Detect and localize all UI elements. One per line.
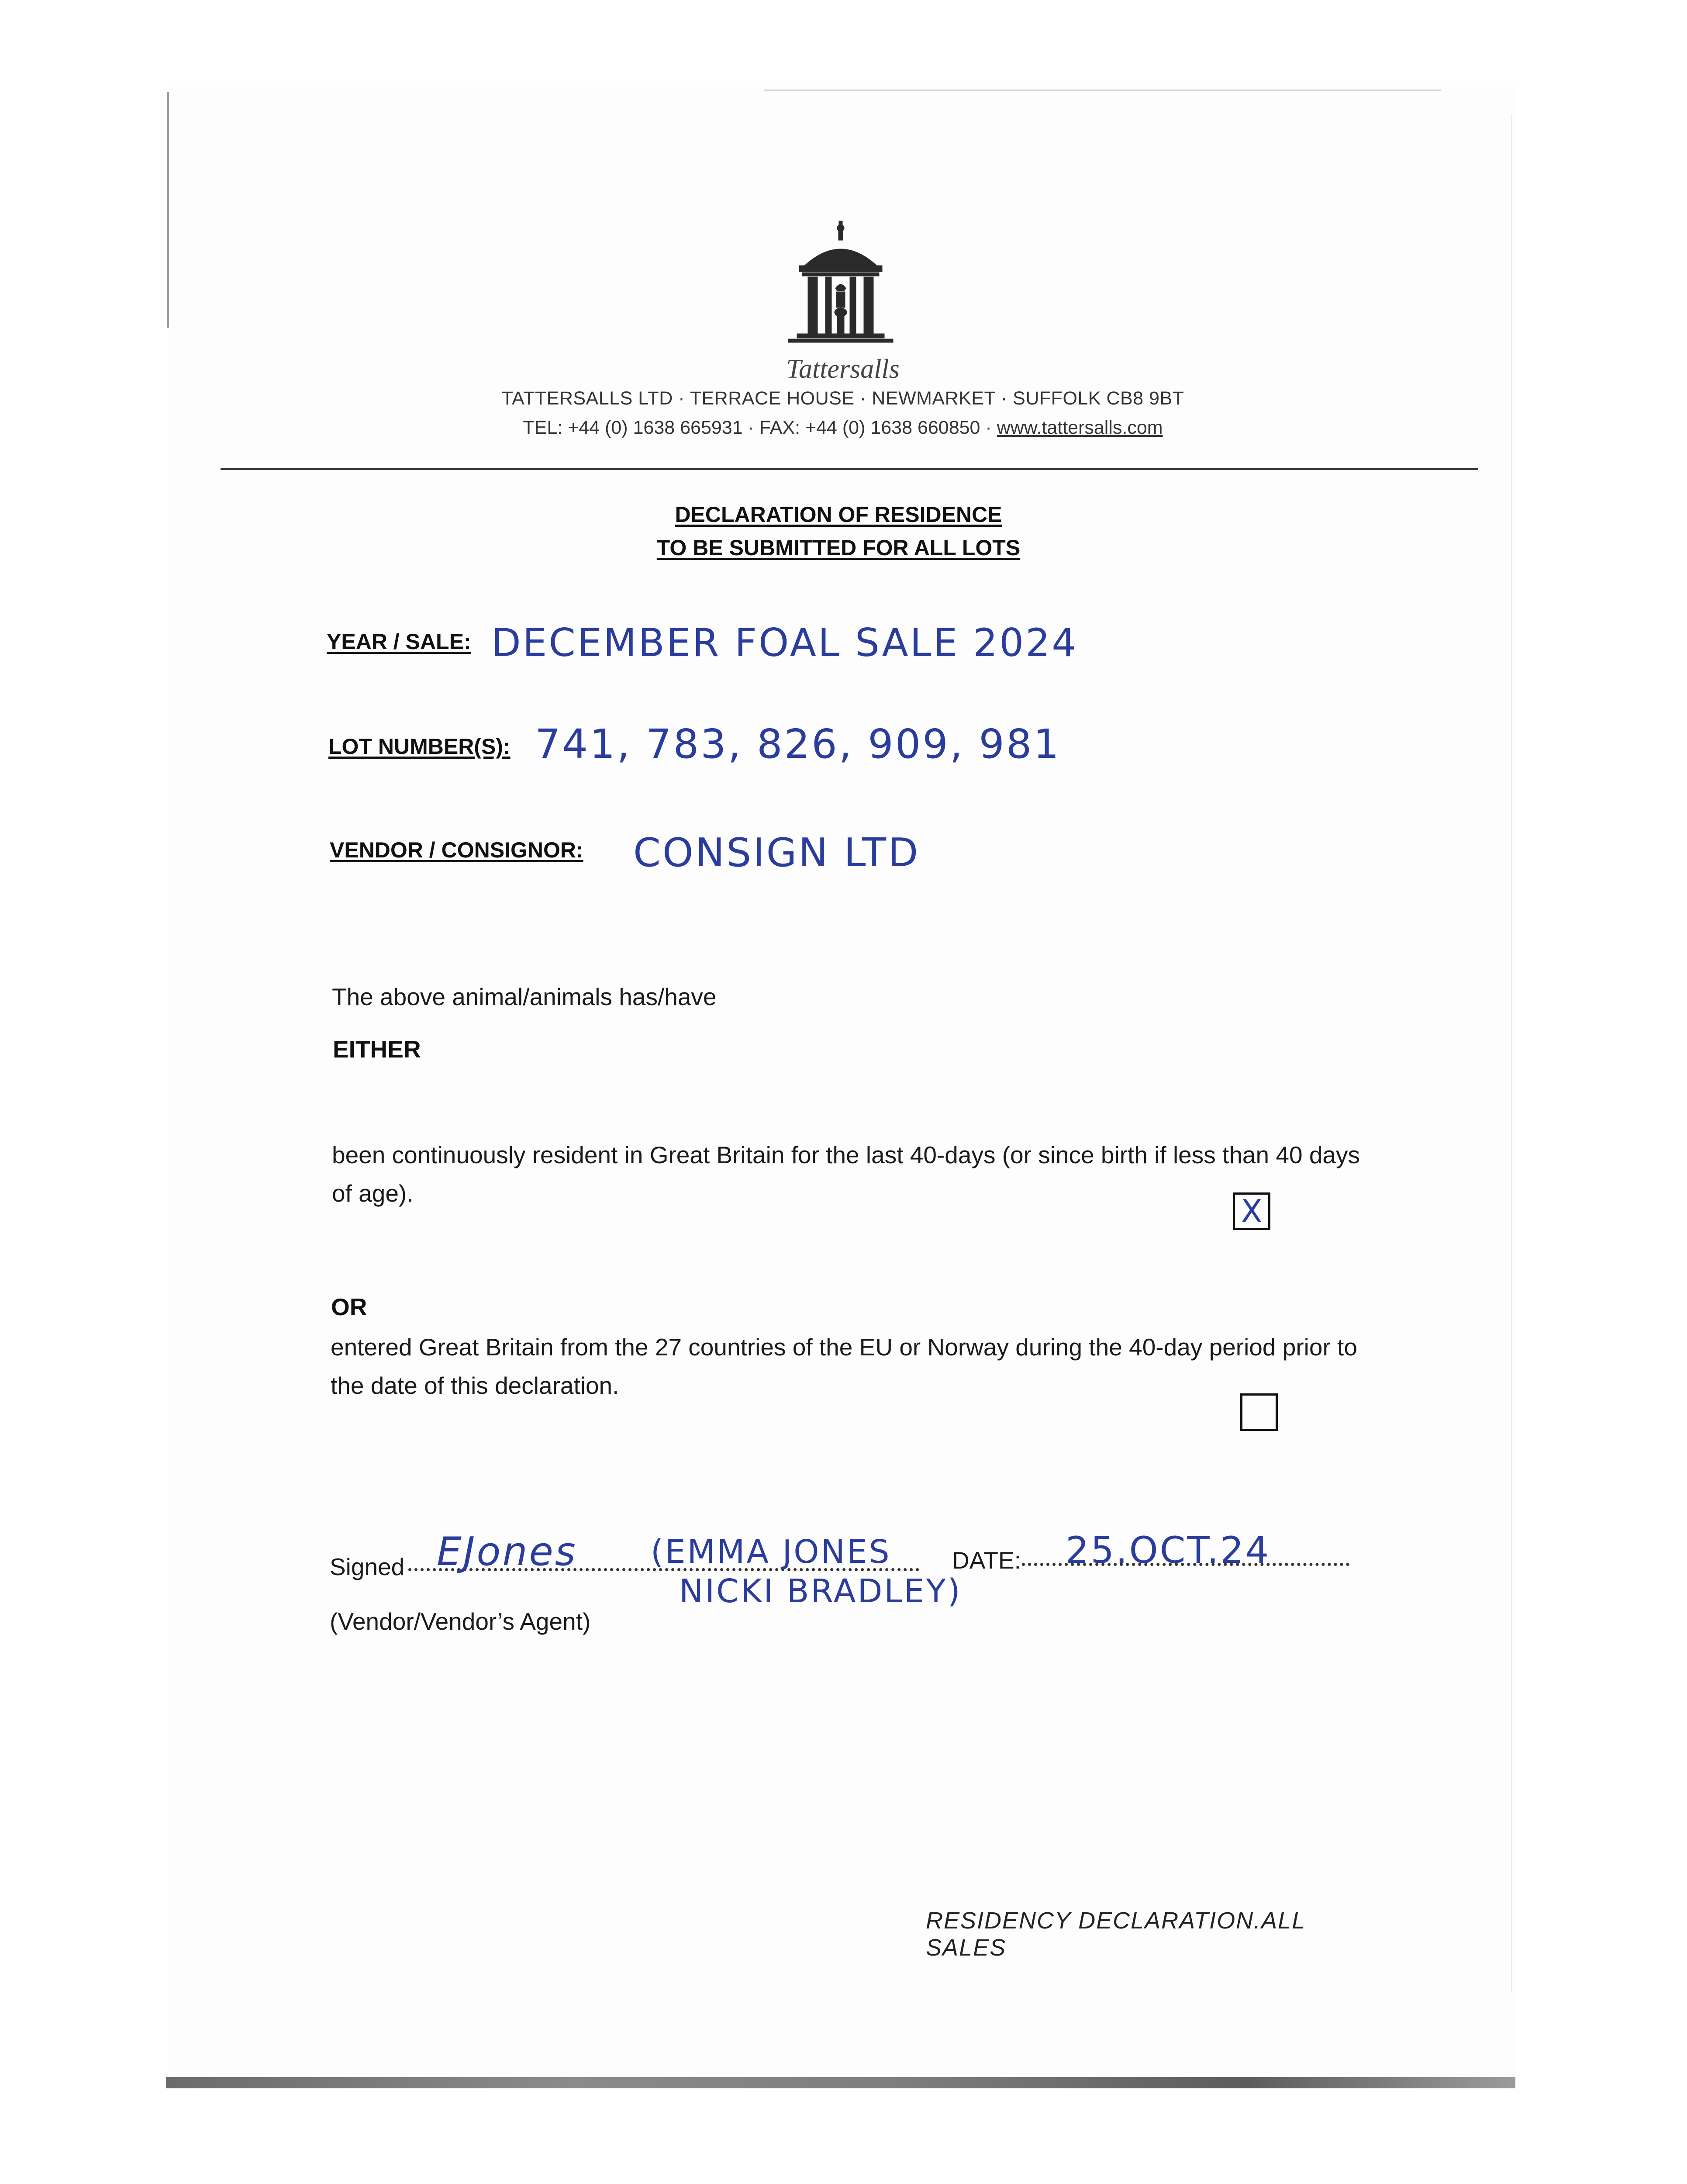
paper-sheet [168, 87, 1518, 2075]
title-line-2: TO BE SUBMITTED FOR ALL LOTS [656, 536, 1021, 560]
option-2-text: entered Great Britain from the 27 countries of the EU or Norway during the 40-day period prior to the date of this declaration. [331, 1334, 1357, 1399]
tattersalls-logo-icon [784, 218, 897, 349]
option-1-text: been continuously resident in Great Britain for the last 40-days (or since birth if less than 40 days of age). [332, 1141, 1360, 1207]
title-line-1: DECLARATION OF RESIDENCE [675, 502, 1002, 527]
vendor-consignor-label: VENDOR / CONSIGNOR: [330, 838, 583, 862]
header-divider [221, 468, 1478, 470]
lot-numbers-value[interactable]: 741, 783, 826, 909, 981 [535, 721, 1061, 767]
or-label: OR [331, 1293, 367, 1320]
website-link[interactable]: www.tattersalls.com [997, 417, 1163, 438]
signatory-names-line-1: (EMMA JONES [651, 1533, 891, 1571]
lot-numbers-label: LOT NUMBER(S): [328, 734, 511, 759]
year-sale-label: YEAR / SALE: [327, 629, 471, 654]
signature-value[interactable]: EJones [437, 1529, 577, 1575]
option-2-checkbox[interactable] [1240, 1393, 1278, 1431]
signatory-names-line-2: NICKI BRADLEY) [679, 1572, 962, 1610]
either-label: EITHER [333, 1036, 421, 1063]
vendor-agent-label: (Vendor/Vendor’s Agent) [330, 1608, 591, 1635]
document-title [568, 498, 1109, 564]
footer-reference [926, 1908, 1354, 1961]
company-contact [437, 417, 1249, 439]
brand-name: Tattersalls [786, 354, 900, 384]
paper-top-edge [764, 90, 1441, 91]
signed-label: Signed [330, 1553, 405, 1580]
company-address: TATTERSALLS LTD · TERRACE HOUSE · NEWMARKET · SUFFOLK CB8 9BT [501, 388, 1184, 409]
vendor-consignor-value[interactable]: CONSIGN LTD [633, 830, 920, 876]
paper-right-edge [1511, 114, 1512, 1992]
paper-bottom-shadow [166, 2077, 1515, 2088]
option-1-checkbox[interactable]: X [1233, 1192, 1270, 1230]
intro-text: The above animal/animals has/have [332, 983, 717, 1010]
date-label: DATE: [952, 1547, 1021, 1574]
paper-left-edge [167, 92, 169, 328]
contact-phone-fax: TEL: +44 (0) 1638 665931 · FAX: +44 (0) 1638 660850 · [523, 417, 997, 438]
footer-reference-text: RESIDENCY DECLARATION.ALL SALES [926, 1908, 1306, 1961]
date-value[interactable]: 25.OCT.24 [1066, 1529, 1271, 1572]
year-sale-value[interactable]: DECEMBER FOAL SALE 2024 [491, 620, 1078, 665]
